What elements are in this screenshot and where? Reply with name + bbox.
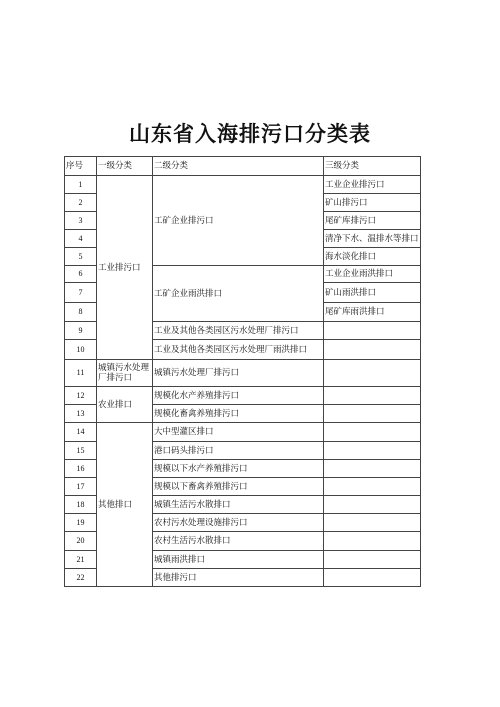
- table-header-row: [65, 157, 421, 176]
- level3-cell-empty: [324, 423, 421, 442]
- row-number: 19: [65, 514, 97, 532]
- level3-cell-empty: [324, 478, 421, 496]
- level2-cell: 港口码头排污口: [153, 442, 324, 460]
- level3-cell: 矿山雨洪排口: [324, 283, 421, 303]
- level1-cell: 农业排口: [97, 387, 153, 423]
- level2-cell: 工矿企业雨洪排口: [153, 266, 324, 322]
- level3-cell-empty: [324, 514, 421, 532]
- level2-cell: 工业及其他各类园区污水处理厂雨洪排口: [153, 340, 324, 360]
- row-number: 20: [65, 532, 97, 551]
- level3-cell: 海水淡化排口: [324, 248, 421, 266]
- level2-cell: 城镇雨洪排口: [153, 551, 324, 569]
- level2-cell: 工业及其他各类园区污水处理厂排污口: [153, 322, 324, 340]
- row-number: 22: [65, 569, 97, 587]
- row-number: 3: [65, 212, 97, 230]
- row-number: 2: [65, 194, 97, 212]
- header-serial: 序号: [65, 157, 97, 176]
- row-number: 11: [65, 360, 97, 387]
- row-number: 5: [65, 248, 97, 266]
- row-number: 15: [65, 442, 97, 460]
- table-row: [65, 176, 421, 194]
- level3-cell-empty: [324, 442, 421, 460]
- level3-cell-empty: [324, 360, 421, 387]
- header-level3: 三级分类: [324, 157, 421, 176]
- level1-cell: 城镇污水处理厂排污口: [97, 360, 153, 387]
- level3-cell: 工业企业排污口: [324, 176, 421, 194]
- level2-cell: 其他排污口: [153, 569, 324, 587]
- level1-cell: 其他排口: [97, 423, 153, 587]
- level3-cell-empty: [324, 569, 421, 587]
- row-number: 4: [65, 230, 97, 248]
- header-level2: 二级分类: [153, 157, 324, 176]
- level2-cell: 工矿企业排污口: [153, 176, 324, 266]
- row-number: 14: [65, 423, 97, 442]
- level2-cell: 规模化畜禽养殖排污口: [153, 405, 324, 423]
- level2-cell: 城镇生活污水散排口: [153, 496, 324, 514]
- level2-cell: 城镇污水处理厂排污口: [153, 360, 324, 387]
- level3-cell: 工业企业雨洪排口: [324, 266, 421, 283]
- level2-cell: 大中型灌区排口: [153, 423, 324, 442]
- table-row: [65, 360, 421, 387]
- level3-cell-empty: [324, 340, 421, 360]
- row-number: 8: [65, 303, 97, 322]
- level3-cell-empty: [324, 405, 421, 423]
- level3-cell-empty: [324, 532, 421, 551]
- level3-cell-empty: [324, 322, 421, 340]
- row-number: 16: [65, 460, 97, 478]
- level2-cell: 农村生活污水散排口: [153, 532, 324, 551]
- level2-cell: 规模以下水产养殖排污口: [153, 460, 324, 478]
- row-number: 13: [65, 405, 97, 423]
- level3-cell-empty: [324, 496, 421, 514]
- row-number: 17: [65, 478, 97, 496]
- document-title: 山东省入海排污口分类表: [129, 122, 371, 146]
- outfall-classification-table: [64, 156, 421, 587]
- level3-cell: 清净下水、温排水等排口: [324, 230, 421, 248]
- row-number: 1: [65, 176, 97, 194]
- level3-cell: 尾矿库雨洪排口: [324, 303, 421, 322]
- row-number: 10: [65, 340, 97, 360]
- row-number: 9: [65, 322, 97, 340]
- header-level1: 一级分类: [97, 157, 153, 176]
- level2-cell: 规模化水产养殖排污口: [153, 387, 324, 405]
- table-row: [65, 387, 421, 405]
- level3-cell: 尾矿库排污口: [324, 212, 421, 230]
- level2-cell: 规模以下畜禽养殖排污口: [153, 478, 324, 496]
- level2-cell: 农村污水处理设施排污口: [153, 514, 324, 532]
- row-number: 21: [65, 551, 97, 569]
- row-number: 12: [65, 387, 97, 405]
- row-number: 6: [65, 266, 97, 283]
- level1-cell: 工业排污口: [97, 176, 153, 360]
- table-row: [65, 423, 421, 442]
- level3-cell-empty: [324, 387, 421, 405]
- level3-cell-empty: [324, 460, 421, 478]
- level3-cell: 矿山排污口: [324, 194, 421, 212]
- level3-cell-empty: [324, 551, 421, 569]
- row-number: 18: [65, 496, 97, 514]
- row-number: 7: [65, 283, 97, 303]
